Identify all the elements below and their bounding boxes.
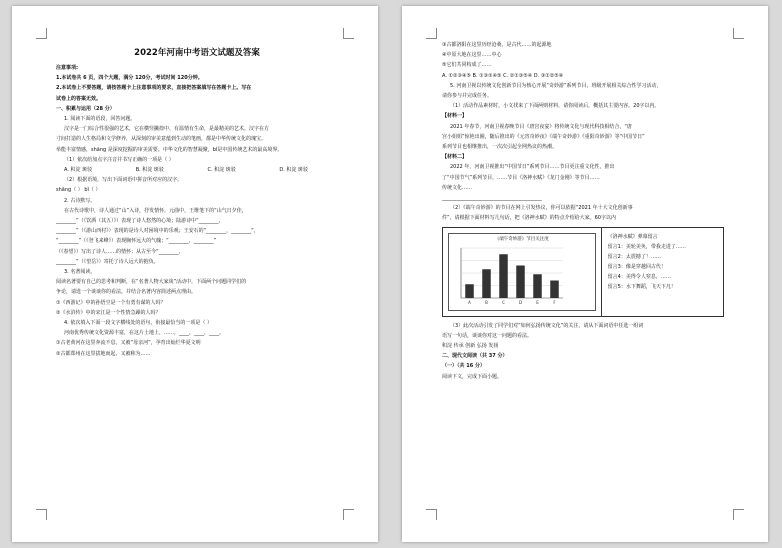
answer-option: A. 积淀 斑驳 — [64, 167, 93, 174]
comment-header: 《洛神水赋》弹幕留言 — [607, 233, 658, 240]
text-line: 争论，请选一个谈谈你的看法。并结合名著内容简述两点理由。 — [56, 289, 197, 296]
text-line: 【材料二】 — [442, 154, 468, 161]
text-line: 3. 名著阅读。 — [64, 269, 96, 276]
crop-mark — [426, 509, 437, 520]
text-block — [442, 40, 724, 224]
text-line: 了“中国节气”系列节目，……节目《洛神水赋》《龙门金刚》等节目…… — [442, 174, 600, 181]
text-line: 系列节目也相继推出，一次次引起全网热议的热潮。 — [442, 144, 558, 151]
document-page-right — [402, 6, 768, 542]
text-line: shāng（ ） bǐ（ ） — [56, 187, 101, 194]
text-line: 传统文化…… — [442, 184, 473, 191]
crop-mark — [36, 28, 47, 39]
text-line: ④中原大地在这里……中心 — [442, 52, 502, 59]
comment-item: 留言5：水下舞蹈，飞天下凡！ — [607, 283, 676, 290]
text-line: ②《水浒传》中的宋江是一个性情急躁的人吗？ — [56, 309, 161, 316]
chart-bar — [465, 284, 474, 298]
text-line: ________________________________________ — [442, 195, 542, 202]
text-line: （一）（共 16 分） — [442, 363, 485, 370]
comment-item: 留言4：美得令人窒息，…… — [607, 273, 671, 280]
text-line: （2）《端午奇妙游》的节目在网上引发热议，你可以依据“2021 年十大文化创新事 — [450, 205, 633, 212]
comment-list — [608, 242, 717, 292]
text-line: 2. 古诗默写。 — [64, 197, 96, 204]
text-line: （1）依次给加点字注音并书写正确的一项是（ ） — [64, 156, 174, 163]
document-title: 2022年河南中考语文试题及答案 — [134, 48, 260, 58]
chart-bar — [533, 274, 542, 298]
text-line: A. ①②③④⑤ B. ①③②④⑤ C. ②①③⑤④ D. ③①②⑤④ — [442, 72, 564, 79]
text-line: ①《西游记》中的孙悟空是一个有勇有谋的人吗？ — [56, 299, 166, 306]
text-line: 阅读下文，完成下面小题。 — [442, 373, 503, 380]
text-line: ①古老黄河在这里奔流不息，又被“母亲河”，孕育出灿烂华夏文明 — [56, 340, 201, 347]
text-line: （3）此次活动引发了同学们对“如何弘扬传统文化”的关注，请从下面词语中任选一组词 — [450, 322, 644, 329]
figure-block — [442, 227, 724, 317]
text-line: 积淀 传承 创新 弘扬 发扬 — [442, 343, 499, 350]
text-line: （《春望》）写出了诗人……的情怀；从古至今“________， — [56, 248, 184, 255]
text-line: ________”（《游山西村》）表现的是诗人对困境中的乐观；王安石的“________，________”， — [56, 228, 259, 235]
text-line: 宫小姐姐”惊艳出圈，随后推出的《元宵奇妙夜》《端午奇妙游》《重阳奇妙游》等“中国节日” — [442, 133, 645, 140]
text-line: 1. 阅读下面的语段，回答问题。 — [64, 116, 136, 123]
chart-title: 《端午奇妙游》节目关注度 — [494, 236, 549, 242]
crop-mark — [36, 509, 47, 520]
text-line: 【材料一】 — [442, 113, 468, 120]
text-line: （2）根据语境，写出下面词语中拼音所对应的汉字。 — [64, 177, 183, 184]
chart-bar — [499, 254, 508, 298]
text-line: 寸间打造的人生格局和文学修养，从深刻的审美意蕴到生动的笔画，都是中华传统文化的瑰宝。 — [56, 136, 267, 143]
comment-item: 留言3：像是穿越回古代！ — [607, 263, 666, 270]
chart-tick-label: E — [536, 299, 539, 305]
text-line: ②古都郑州在这里拔地而起，又被称为…… — [56, 350, 151, 357]
text-line: 汉字是一门综合性很强的艺术，它在横竖撇捺中、有温情有生命，是最精美的艺术。汉字在方 — [64, 126, 270, 133]
text-line: “________”（《登飞来峰》）表现胸怀远大的气魄；“________，________” — [56, 238, 217, 245]
text-line: ⑤它们共同构成了…… — [442, 62, 492, 69]
text-line: 件”，请根据下面材料写几句话，把《洛神水赋》的特点介绍给大家。60字以内 — [442, 215, 616, 222]
text-line: 举能丰富情感，shāng 是深度挖掘的审美需要。中华文化的智慧凝聚，bǐ是中国传统艺术的最高境界。 — [56, 146, 283, 153]
chart-tick-label: A — [468, 299, 471, 305]
text-line: 阅读名著要有自己的思考和判断，在“名著人物大家谈”活动中，下面两个问题同学们的 — [56, 279, 247, 286]
comment-item: 留言2：太震撼了！…… — [607, 253, 661, 260]
bar-chart — [451, 244, 567, 306]
crop-mark — [426, 28, 437, 39]
crop-mark — [733, 28, 744, 39]
text-block — [56, 175, 338, 359]
text-line: 2021 年春节，河南卫视春晚节目《唐宫夜宴》将传统文化与现代科技相结合，“唐 — [450, 123, 632, 130]
chart-tick-label: B — [485, 299, 488, 305]
answer-option: C. 积淀 斑驳 — [207, 167, 236, 174]
crop-mark — [343, 28, 354, 39]
text-line: （1）活动作品素材时，小文找来了下面两则材料，请你阅读后，概括其主要内容。20字以内。 — [450, 103, 660, 110]
crop-mark — [343, 509, 354, 520]
text-line: 2022 年，河南卫视推出“中国节日”系列节目……节目更注重文化性，推出 — [450, 164, 615, 171]
text-line: 1.本试卷共 6 页，四个大题，满分 120分，考试时间 120分钟。 — [56, 75, 203, 82]
text-line: 语写一句话，谈谈你对这一问题的看法。 — [442, 332, 533, 339]
text-line: 二、现代文阅读（共 37 分） — [442, 353, 508, 360]
page-content — [442, 40, 724, 382]
text-line: ________”（《饮酒（其五）》）表现了诗人悠然的心境；陆游诗中“________， — [56, 218, 224, 225]
text-block — [442, 321, 724, 382]
text-line: 在古代诗歌中，诗人通过“山”入诗，抒发情怀。元曲中，王维笔下的“山气日夕佳， — [64, 207, 247, 214]
text-line: ________”（《望岳》）寄托了诗人远大的抱负。 — [56, 258, 159, 265]
text-line: 4. 依次填入下面一段文字横线处的语句，衔接最恰当的一项是（ ） — [64, 320, 212, 327]
chart-bar — [516, 265, 525, 298]
answer-options — [56, 165, 338, 175]
text-line: 2.本试卷上不要答题，请按答题卡上注意事项的要求，直接把答案填写在答题卡上。写在 — [56, 85, 252, 92]
chart-tick-label: D — [518, 299, 523, 305]
comment-panel — [602, 228, 723, 316]
text-line: ③古都洛阳在这里历经沧桑，是古代……的起源地 — [442, 42, 552, 48]
answer-option: D. 积淀 斑驳 — [279, 167, 308, 174]
comment-item: 留言1：美轮美奂，带我走进了…… — [607, 243, 686, 250]
text-line: 注意事项: — [56, 65, 78, 71]
chart-tick-label: F — [553, 299, 556, 305]
answer-option: B. 积淀 斑驳 — [135, 167, 164, 174]
page-content — [56, 46, 338, 359]
text-block — [56, 63, 338, 165]
chart-bar — [550, 280, 559, 298]
document-page-left — [12, 6, 378, 542]
text-line: 5. 河南卫视以传统文化创新节目为核心开展“奇妙游”系列节目，班级开展相关综合性学习活动， — [450, 82, 662, 89]
crop-mark — [733, 509, 744, 520]
chart-tick-label: C — [502, 299, 505, 305]
chart-panel — [443, 228, 602, 316]
text-line: 河南优秀传统文化资源丰富，在这片土地上，……，____，____，____。 — [64, 330, 225, 337]
chart-frame — [448, 233, 596, 311]
chart-bar — [482, 269, 491, 298]
text-line: 试卷上的答案无效。 — [56, 95, 102, 102]
text-line: 请你参与并完成任务。 — [442, 93, 493, 100]
text-line: 一、积累与运用（28 分） — [56, 105, 115, 112]
